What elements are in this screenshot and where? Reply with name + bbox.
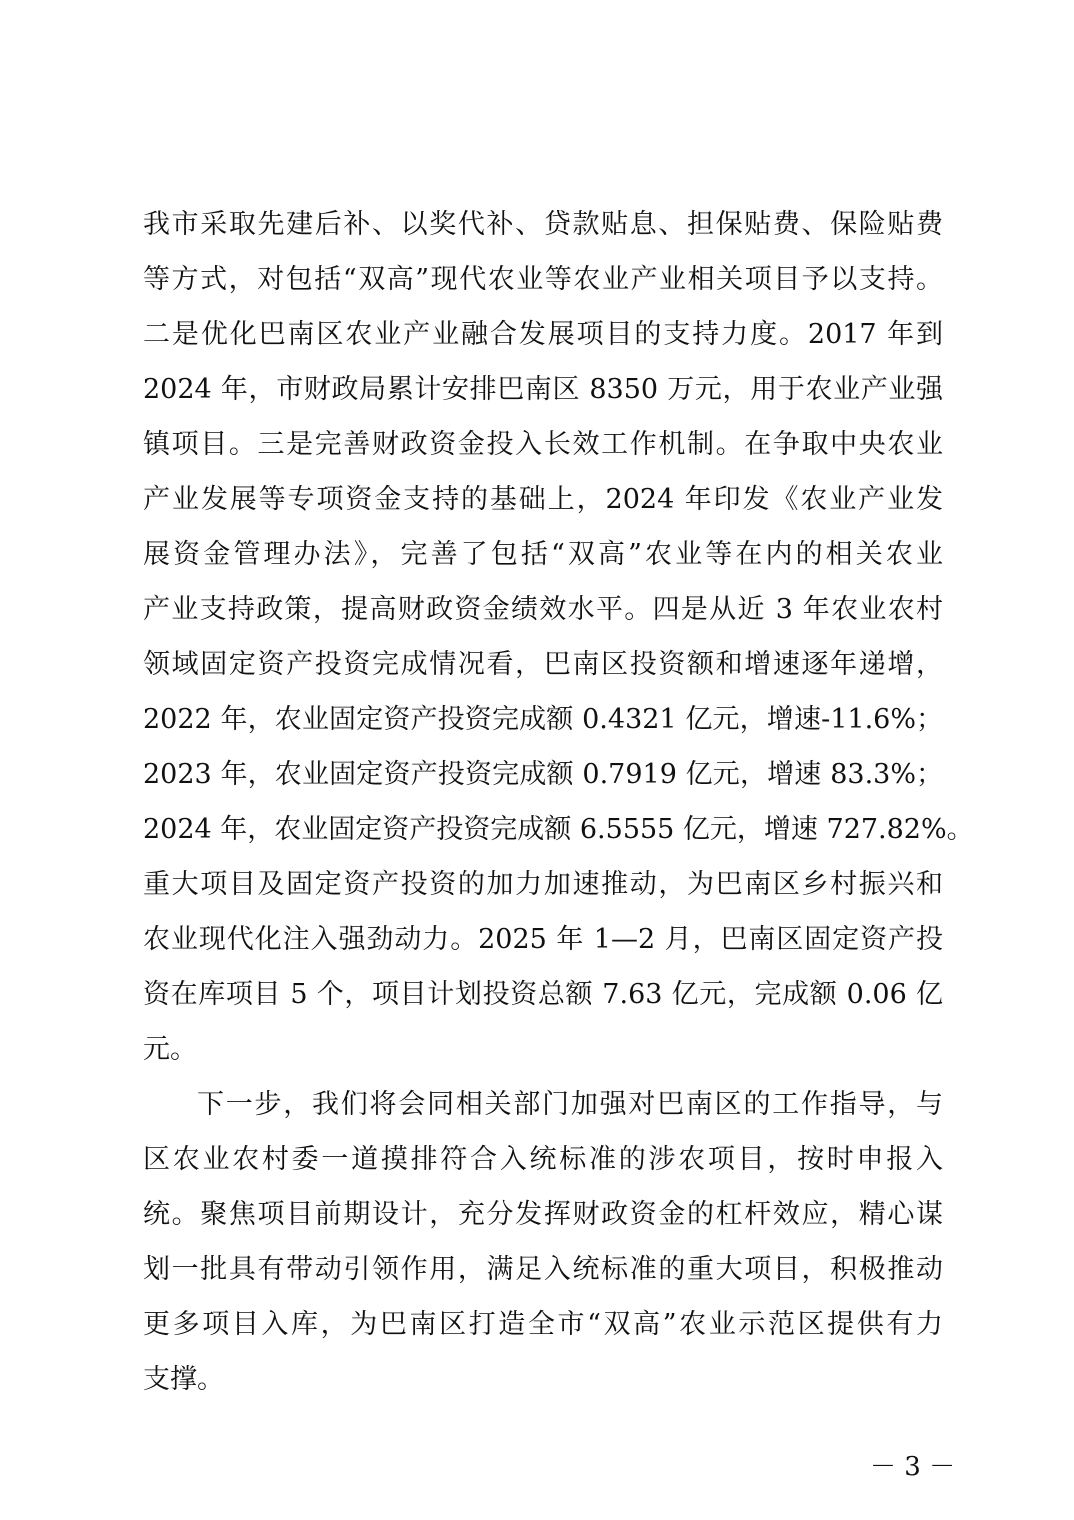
text-line: 展资金管理办法》，完善了包括“双高”农业等在内的相关农业: [143, 539, 943, 570]
text-line: 下一步，我们将会同相关部门加强对巴南区的工作指导，与: [197, 1089, 943, 1120]
text-line: 重大项目及固定资产投资的加力加速推动，为巴南区乡村振兴和: [143, 869, 943, 900]
text-line: 元。: [143, 1034, 197, 1065]
text-line: 区农业农村委一道摸排符合入统标准的涉农项目，按时申报入: [143, 1144, 943, 1175]
text-line: 农业现代化注入强劲动力。2025 年 1—2 月，巴南区固定资产投: [143, 924, 943, 955]
paragraph-2: [143, 1077, 943, 1407]
text-line: 支撑。: [143, 1364, 224, 1395]
text-line: 我市采取先建后补、以奖代补、贷款贴息、担保贴费、保险贴费: [143, 209, 943, 240]
text-line: 更多项目入库，为巴南区打造全市“双高”农业示范区提供有力: [143, 1309, 943, 1340]
text-line: 2022 年，农业固定资产投资完成额 0.4321 亿元，增速-11.6%；: [143, 704, 943, 735]
text-line: 2024 年，市财政局累计安排巴南区 8350 万元，用于农业产业强: [143, 374, 943, 405]
text-line: 镇项目。三是完善财政资金投入长效工作机制。在争取中央农业: [143, 429, 943, 460]
text-line: 领域固定资产投资完成情况看，巴南区投资额和增速逐年递增，: [143, 649, 943, 680]
text-line: 产业发展等专项资金支持的基础上，2024 年印发《农业产业发: [143, 484, 943, 515]
text-line: 二是优化巴南区农业产业融合发展项目的支持力度。2017 年到: [143, 319, 943, 350]
text-line: 等方式，对包括“双高”现代农业等农业产业相关项目予以支持。: [143, 264, 943, 295]
text-line: 2023 年，农业固定资产投资完成额 0.7919 亿元，增速 83.3%；: [143, 759, 943, 790]
text-line: 统。聚焦项目前期设计，充分发挥财政资金的杠杆效应，精心谋: [143, 1199, 943, 1230]
page-number: － 3 －: [870, 1452, 956, 1482]
text-line: 资在库项目 5 个，项目计划投资总额 7.63 亿元，完成额 0.06 亿: [143, 979, 943, 1010]
text-line: 产业支持政策，提高财政资金绩效水平。四是从近 3 年农业农村: [143, 594, 943, 625]
text-line: 划一批具有带动引领作用，满足入统标准的重大项目，积极推动: [143, 1254, 943, 1285]
body-text: [143, 197, 974, 1407]
text-line: 2024 年，农业固定资产投资完成额 6.5555 亿元，增速 727.82%。: [143, 814, 974, 845]
paragraph-1: [143, 197, 974, 1077]
